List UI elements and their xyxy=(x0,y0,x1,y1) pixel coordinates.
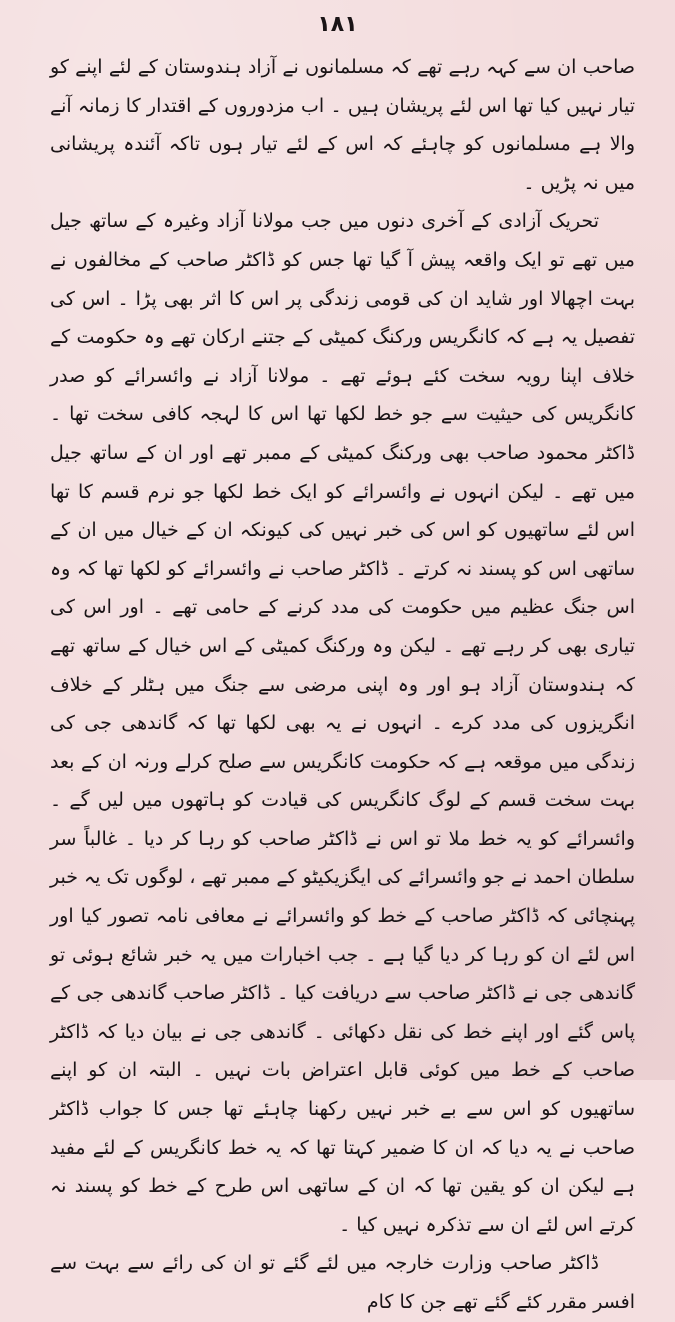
page-number: ۱۸۱ xyxy=(317,12,358,37)
paragraph-continuation: صاحب ان سے کہہ رہے تھے کہ مسلمانوں نے آزاد ہندوستان کے لئے اپنے کو تیار نہیں کیا تھا اس لئے پریشان ہیں ۔ اب مزدوروں کے اقتدار کا زمانہ آنے والا ہے مسلمانوں کو چاہئے کہ اس کے لئے تیار ہوں تاکہ آئندہ پریشانی میں نہ پڑیں ۔ xyxy=(50,56,635,194)
paragraph-last: ڈاکٹر صاحب وزارت خارجہ میں لئے گئے تو ان کی رائے سے بہت سے افسر مقرر کئے گئے تھے جن کا کام xyxy=(50,1252,635,1313)
body-text xyxy=(50,48,635,1322)
paragraph-main: تحریک آزادی کے آخری دنوں میں جب مولانا آزاد وغیرہ کے ساتھ جیل میں تھے تو ایک واقعہ پیش آ گیا تھا جس کو ڈاکٹر صاحب کے مخالفوں نے بہت اچھالا اور شاید ان کی قومی زندگی پر اس کا اثر بھی پڑا ۔ اس کی تفصیل یہ ہے کہ کانگریس ورکنگ کمیٹی کے جتنے ارکان تھے وہ حکومت کے خلاف اپنا رویہ سخت کئے ہوئے تھے ۔ مولانا آزاد نے وائسرائے کو صدر کانگریس کی حیثیت سے جو خط لکھا تھا اس کا لہجہ کافی سخت تھا ۔ ڈاکٹر محمود صاحب بھی ورکنگ کمیٹی کے ممبر تھے اور ان کے ساتھ جیل میں تھے ۔ لیکن انہوں نے وائسرائے کو ایک خط لکھا جو نرم قسم کا تھا اس لئے ساتھیوں کو اس کی خبر نہیں کی کیونکہ ان کے خیال میں ان کے ساتھی اس کو پسند نہ کرتے ۔ ڈاکٹر صاحب نے وائسرائے کو لکھا تھا کہ وہ اس جنگ عظیم میں حکومت کی مدد کرنے کے حامی تھے ۔ اور اس کی تیاری بھی کر رہے تھے ۔ لیکن وہ ورکنگ کمیٹی کے اس خیال کے ساتھ تھے کہ ہندوستان آزاد ہو اور وہ اپنی مرضی سے جنگ میں ہٹلر کے خلاف انگریزوں کی مدد کرے ۔ انہوں نے یہ بھی لکھا تھا کہ گاندھی جی کی زندگی میں موقعہ ہے کہ حکومت کانگریس سے صلح کرلے ورنہ ان کے بعد بہت سخت قسم کے لوگ کانگریس کی قیادت کو ہاتھوں میں لیں گے ۔ وائسرائے کو یہ خط ملا تو اس نے ڈاکٹر صاحب کو رہا کر دیا ۔ غالباً سر سلطان احمد نے جو وائسرائے کی ایگزیکیٹو کے ممبر تھے ، لوگوں تک یہ خبر پہنچائی کہ ڈاکٹر صاحب کے خط کو وائسرائے نے معافی نامہ تصور کیا اور اس لئے ان کو رہا کر دیا گیا ہے ۔ جب اخبارات میں یہ خبر شائع ہوئی تو گاندھی جی نے ڈاکٹر صاحب سے دریافت کیا ۔ ڈاکٹر صاحب گاندھی جی کے پاس گئے اور اپنے خط کی نقل دکھائی ۔ گاندھی جی نے بیان دیا کہ ڈاکٹر صاحب کے خط میں کوئی قابل اعتراض بات نہیں ۔ البتہ ان کو اپنے ساتھیوں کو اس سے بے خبر نہیں رکھنا چاہئے تھا جس کا جواب ڈاکٹر صاحب نے یہ دیا کہ ان کا ضمیر کہتا تھا کہ یہ خط کانگریس کے لئے مفید ہے لیکن ان کو یقین تھا کہ ان کے ساتھی اس طرح کے خط کو پسند نہ کرتے اس لئے ان سے تذکرہ نہیں کیا ۔ xyxy=(50,210,635,1236)
